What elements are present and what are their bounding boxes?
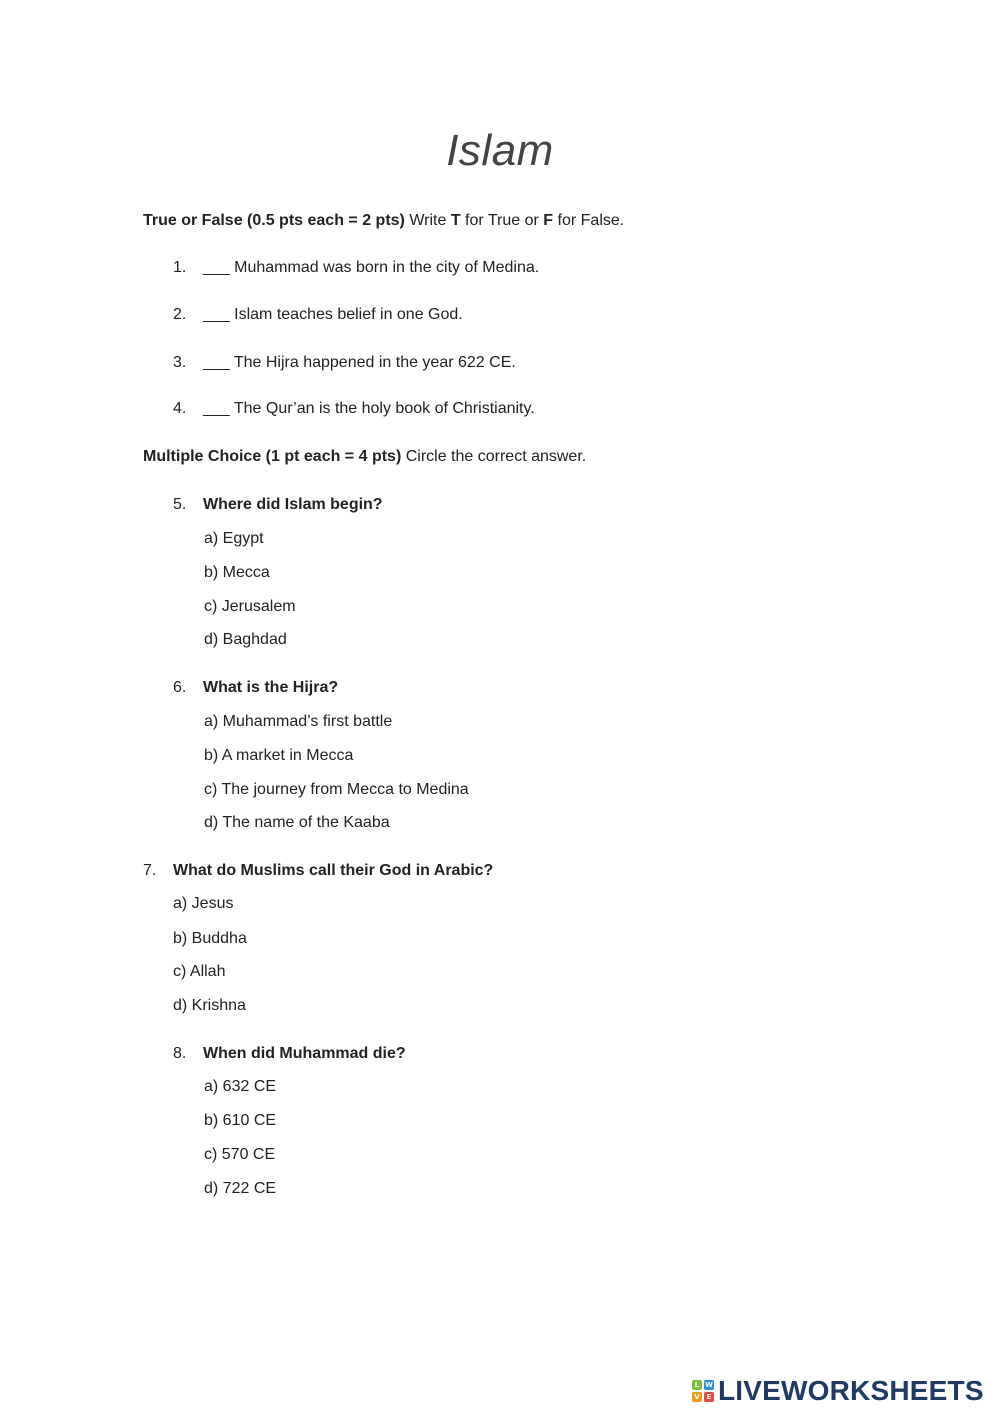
list-item — [173, 399, 535, 419]
item-number: 2. — [173, 306, 187, 323]
true-false-heading-text-1: Write — [404, 212, 451, 229]
answer-option[interactable]: c) 570 CE — [204, 1146, 276, 1163]
question-8 — [173, 1044, 406, 1064]
answer-option[interactable]: a) Jesus — [173, 895, 234, 912]
answer-option[interactable]: c) Allah — [173, 963, 226, 980]
answer-option[interactable]: d) The name of the Kaaba — [204, 814, 390, 831]
answer-blank[interactable]: ___ — [203, 306, 230, 323]
logo-tile-l: L — [692, 1380, 702, 1390]
item-number: 1. — [173, 259, 187, 276]
true-false-heading-text-3: for False. — [553, 212, 625, 229]
list-item — [173, 258, 539, 278]
statement-text: Islam teaches belief in one God. — [234, 306, 463, 323]
logo-tile-v: V — [692, 1392, 702, 1402]
item-number: 4. — [173, 400, 187, 417]
answer-option[interactable]: d) 722 CE — [204, 1180, 277, 1197]
answer-blank[interactable]: ___ — [203, 400, 230, 417]
statement-text: The Hijra happened in the year 622 CE. — [233, 354, 516, 371]
logo-tile-w: W — [705, 1381, 713, 1389]
answer-option[interactable]: d) Baghdad — [204, 631, 287, 648]
question-number: 6. — [173, 679, 187, 696]
answer-option[interactable]: a) 632 CE — [204, 1078, 277, 1095]
question-text: What is the Hijra? — [203, 679, 339, 696]
logo-icon — [692, 1380, 714, 1402]
statement-text: The Qur’an is the holy book of Christianity. — [233, 400, 535, 417]
answer-option[interactable]: c) The journey from Mecca to Medina — [204, 781, 469, 798]
logo-text: LIVEWORKSHEETS — [718, 1375, 984, 1406]
true-false-heading-text-2: for True or — [460, 212, 544, 229]
true-false-heading-bold: True or False (0.5 pts each = 2 pts) — [143, 212, 405, 229]
answer-option[interactable]: b) A market in Mecca — [204, 747, 354, 764]
false-letter: F — [543, 212, 554, 229]
page-title: Islam — [446, 126, 554, 175]
question-number: 5. — [173, 496, 187, 513]
list-item — [173, 353, 516, 373]
logo-tile-e: E — [704, 1392, 714, 1402]
question-7 — [143, 861, 493, 881]
answer-option[interactable]: b) Mecca — [204, 564, 270, 581]
answer-option[interactable]: d) Krishna — [173, 997, 246, 1014]
answer-option[interactable]: a) Egypt — [204, 530, 264, 547]
list-item — [173, 305, 463, 325]
answer-option[interactable]: b) Buddha — [173, 930, 247, 947]
answer-blank[interactable]: ___ — [203, 259, 230, 276]
question-5 — [173, 495, 383, 515]
question-number: 7. — [143, 862, 157, 879]
question-number: 8. — [173, 1045, 187, 1062]
multiple-choice-heading-bold: Multiple Choice (1 pt each = 4 pts) — [143, 448, 402, 465]
multiple-choice-heading — [143, 447, 586, 467]
answer-blank[interactable]: ___ — [203, 354, 230, 371]
multiple-choice-heading-text: Circle the correct answer. — [401, 448, 587, 465]
question-text: Where did Islam begin? — [203, 496, 383, 513]
question-6 — [173, 678, 338, 698]
question-text: What do Muslims call their God in Arabic? — [173, 862, 494, 879]
true-false-heading — [143, 211, 624, 231]
statement-text: Muhammad was born in the city of Medina. — [234, 259, 540, 276]
answer-option[interactable]: a) Muhammad’s first battle — [204, 713, 393, 730]
answer-option[interactable]: c) Jerusalem — [204, 598, 296, 615]
liveworksheets-logo — [692, 1376, 984, 1406]
answer-option[interactable]: b) 610 CE — [204, 1112, 277, 1129]
question-text: When did Muhammad die? — [203, 1045, 406, 1062]
item-number: 3. — [173, 354, 187, 371]
true-letter: T — [450, 212, 461, 229]
